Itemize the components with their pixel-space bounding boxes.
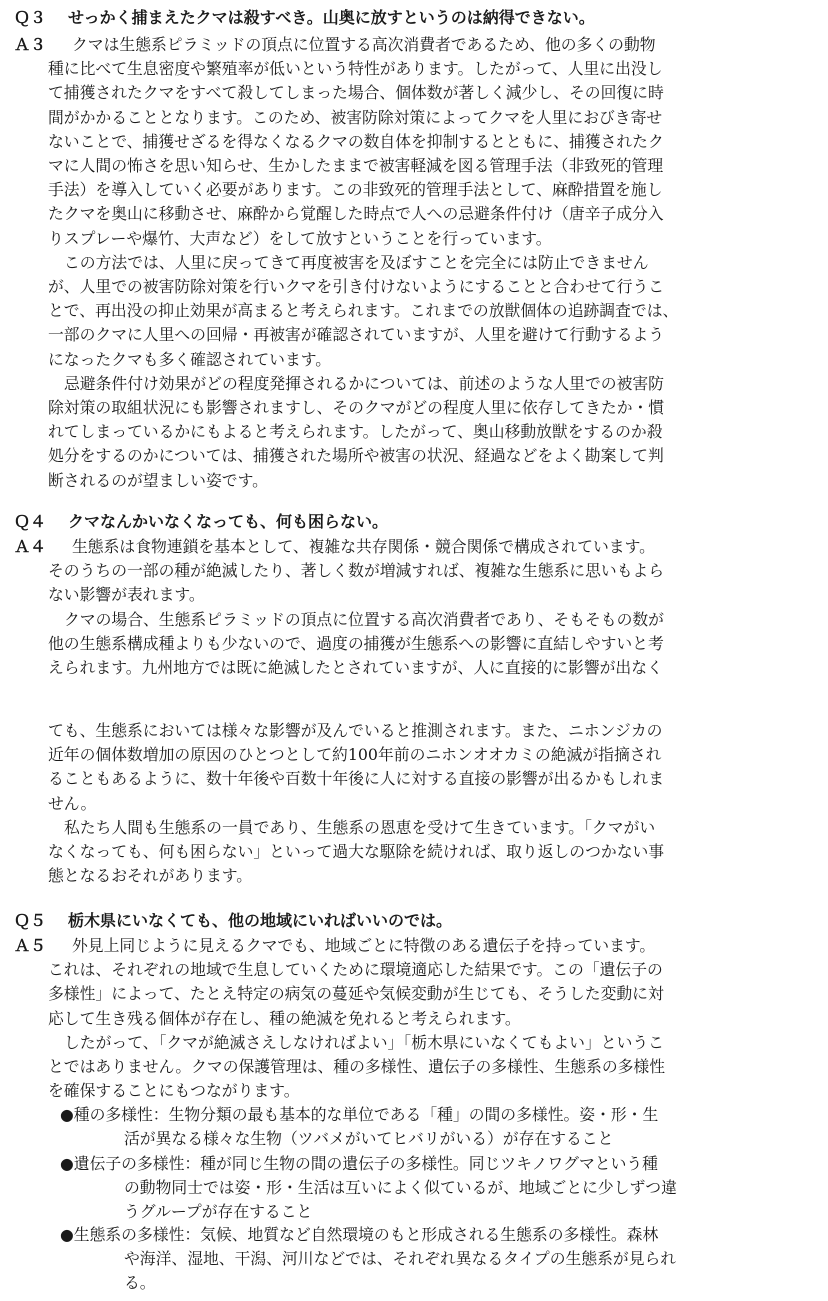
- answer-a5: [14, 934, 814, 1103]
- answer-line: 他の生態系構成種よりも少ないので、過度の捕獲が生態系への影響に直結しやすいと考: [48, 633, 664, 653]
- answer-line: マに人間の怖さを思い知らせ、生かしたままで被害軽減を図る管理手法（非致死的管理: [48, 156, 664, 176]
- answer-line: クマは生態系ピラミッドの頂点に位置する高次消費者であるため、他の多くの動物: [72, 35, 656, 54]
- answer-line: 私たち人間も生態系の一員であり、生態系の恩恵を受けて生きています。「クマがい: [64, 817, 656, 837]
- answer-line: れてしまっているかにもよると考えられます。したがって、奥山移動放獣をするのか殺: [48, 422, 663, 442]
- answer-line: を確保することにもつながります。: [48, 1081, 300, 1101]
- answer-line: 間がかかることとなります。このため、被害防除対策によってクマを人里におびき寄せ: [48, 107, 663, 127]
- question-q5: [14, 910, 452, 932]
- answer-line: 種に比べて生息密度や繁殖率が低いという特性があります。したがって、人里に出没し: [48, 59, 663, 79]
- answer-line: なくなっても、何も困らない」といって過大な駆除を続ければ、取り返しのつかない事: [48, 842, 665, 862]
- answer-line: 一部のクマに人里への回帰・再被害が確認されていますが、人里を避けて行動するよう: [48, 325, 665, 345]
- bullet-line: る。: [124, 1273, 156, 1293]
- question-text: 栃木県にいなくても、他の地域にいればいいのでは。: [68, 911, 453, 930]
- answer-line: ない影響が表れます。: [48, 585, 205, 605]
- answer-line: 態となるおそれがあります。: [48, 866, 253, 886]
- question-label: Ｑ３: [14, 8, 47, 27]
- bullet-line: ●遺伝子の多様性：種が同じ生物の間の遺伝子の多様性。同じツキノワグマという種: [60, 1154, 658, 1173]
- answer-a4-top: [14, 535, 814, 680]
- answer-label: Ａ５: [14, 936, 47, 955]
- answer-a4-bottom: [14, 719, 814, 888]
- answer-line: 断されるのが望ましい姿です。: [48, 470, 268, 490]
- answer-line: たクマを奥山に移動させ、麻酔から覚醒した時点で人への忌避条件付け（唐辛子成分入: [48, 204, 664, 224]
- bullet-line: の動物同士では姿・形・生活は互いによく似ているが、地域ごとに少しずつ違: [124, 1178, 677, 1198]
- answer-line: とではありません。クマの保護管理は、種の多様性、遺伝子の多様性、生態系の多様性: [48, 1057, 666, 1077]
- answer-line: 生態系は食物連鎖を基本として、複雑な共存関係・競合関係で構成されています。: [72, 537, 655, 556]
- answer-line: クマの場合、生態系ピラミッドの頂点に位置する高次消費者であり、そもそもの数が: [64, 609, 664, 629]
- answer-line: えられます。九州地方では既に絶滅したとされていますが、人に直接的に影響が出なく: [48, 658, 663, 678]
- bullet-line: ●種の多様性：生物分類の最も基本的な単位である「種」の間の多様性。姿・形・生: [60, 1105, 659, 1124]
- answer-line: 処分をするのかについては、捕獲された場所や被害の状況、経過などをよく勘案して判: [48, 446, 664, 466]
- bullet-line: や海洋、湿地、干潟、河川などでは、それぞれ異なるタイプの生態系が見られ: [124, 1249, 677, 1269]
- answer-a3: [14, 33, 814, 493]
- answer-line: 応して生き残る個体が存在し、種の絶滅を免れると考えられます。: [48, 1008, 521, 1028]
- answer-line: 近年の個体数増加の原因のひとつとして約100年前のニホンオオカミの絶滅が指摘され: [48, 745, 662, 765]
- question-q4: [14, 511, 388, 533]
- bullet-line: 活が異なる様々な生物（ツバメがいてヒバリがいる）が存在すること: [124, 1129, 614, 1149]
- answer-line: りスプレーや爆竹、大声など）をして放すということを行っています。: [48, 228, 552, 248]
- answer-line: が、人里での被害防除対策を行いクマを引き付けないようにすることと合わせて行うこ: [48, 277, 665, 297]
- answer-line: そのうちの一部の種が絶滅したり、著しく数が増減すれば、複雑な生態系に思いもよら: [48, 561, 665, 581]
- bullet-genetic-diversity: [60, 1152, 820, 1225]
- question-q3: [14, 7, 595, 29]
- bullet-line: うグループが存在すること: [124, 1202, 313, 1222]
- question-text: クマなんかいなくなっても、何も困らない。: [68, 512, 389, 531]
- answer-line: この方法では、人里に戻ってきて再度被害を及ぼすことを完全には防止できません: [64, 252, 649, 272]
- answer-line: になったクマも多く確認されています。: [48, 349, 332, 369]
- question-label: Ｑ４: [14, 512, 47, 531]
- answer-label: Ａ４: [14, 537, 47, 556]
- answer-line: 多様性」によって、たとえ特定の病気の蔓延や気候変動が生じても、そうした変動に対: [48, 984, 664, 1004]
- answer-line: 除対策の取組状況にも影響されますし、そのクマがどの程度人里に依存してきたか・慣: [48, 398, 665, 418]
- question-text: せっかく捕まえたクマは殺すべき。山奥に放すというのは納得できない。: [68, 8, 595, 27]
- answer-line: 外見上同じように見えるクマでも、地域ごとに特徴のある遺伝子を持っています。: [72, 936, 656, 955]
- answer-line: 手法）を導入していく必要があります。この非致死的管理手法として、麻酔措置を施し: [48, 180, 663, 200]
- answer-line: ることもあるように、数十年後や百数十年後に人に対する直接の影響が出るかもしれま: [48, 769, 665, 789]
- answer-line: したがって、「クマが絶滅さえしなければよい」「栃木県にいなくてもよい」というこ: [64, 1032, 664, 1052]
- answer-line: て捕獲されたクマをすべて殺してしまった場合、個体数が著しく減少し、その回復に時: [48, 83, 664, 103]
- bullet-ecosystem-diversity: [60, 1223, 820, 1296]
- bullet-species-diversity: [60, 1103, 820, 1151]
- bullet-line: ●生態系の多様性：気候、地質など自然環境のもと形成される生態系の多様性。森林: [60, 1225, 659, 1244]
- answer-line: せん。: [48, 793, 97, 813]
- answer-line: 忌避条件付け効果がどの程度発揮されるかについては、前述のような人里での被害防: [64, 373, 664, 393]
- answer-line: ないことで、捕獲せざるを得なくなるクマの数自体を抑制するとともに、捕獲されたク: [48, 131, 664, 151]
- answer-label: Ａ３: [14, 35, 47, 54]
- answer-line: これは、それぞれの地域で生息していくために環境適応した結果です。この「遺伝子の: [48, 960, 663, 980]
- answer-line: とで、再出没の抑止効果が高まると考えられます。これまでの放獣個体の追跡調査では、: [48, 301, 679, 321]
- answer-line: ても、生態系においては様々な影響が及んでいると推測されます。また、ニホンジカの: [48, 721, 663, 740]
- question-label: Ｑ５: [14, 911, 47, 930]
